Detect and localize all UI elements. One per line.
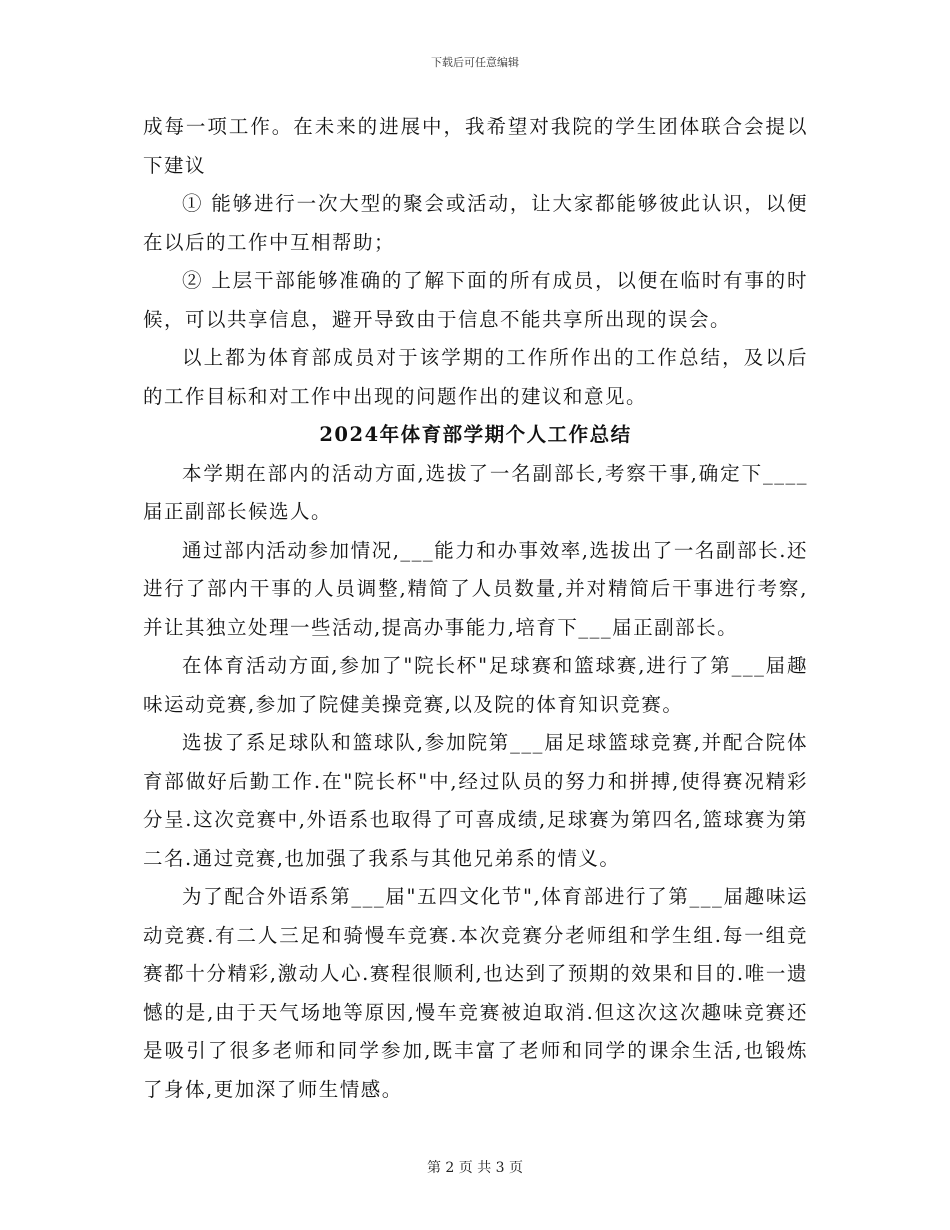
paragraph-continuation: 成每一项工作。在未来的进展中，我希望对我院的学生团体联合会提以下建议	[143, 115, 808, 177]
page-header-note: 下载后可任意编辑	[431, 56, 519, 69]
page-number: 第 2 页 共 3 页	[426, 1160, 524, 1176]
paragraph-sports-activities: 在体育活动方面,参加了"院长杯"足球赛和篮球赛,进行了第___届趣味运动竞赛,参加了院健美操竞赛,以及院的体育知识竞赛。	[143, 654, 808, 716]
summary-paragraph: 以上都为体育部成员对于该学期的工作所作出的工作总结，及以后的工作目标和对工作中出现的问题作出的建议和意见。	[143, 346, 808, 408]
suggestion-item-1: ① 能够进行一次大型的聚会或活动，让大家都能够彼此认识，以便在以后的工作中互相帮助；	[143, 192, 808, 254]
paragraph-department-activities: 本学期在部内的活动方面,选拔了一名副部长,考察干事,确定下____届正副部长候选人。	[143, 461, 808, 523]
suggestion-item-2: ② 上层干部能够准确的了解下面的所有成员，以便在临时有事的时候，可以共享信息，避开导致由于信息不能共享所出现的误会。	[143, 269, 808, 331]
document-body	[143, 108, 808, 1109]
section-title: 2024年体育部学期个人工作总结	[319, 423, 632, 446]
paragraph-culture-festival: 为了配合外语系第___届"五四文化节",体育部进行了第___届趣味运动竞赛.有二人三足和骑慢车竞赛.本次竞赛分老师组和学生组.每一组竞赛都十分精彩,激动人心.赛程很顺利,也达到了预期的效果和目的.唯一遗憾的是,由于天气场地等原因,慢车竞赛被迫取消.但这次这次趣味竞赛还是吸引了很多老师和同学参加,既丰富了老师和同学的课余生活,也锻炼了身体,更加深了师生情感。	[143, 885, 808, 1101]
paragraph-team-selection: 选拔了系足球队和篮球队,参加院第___届足球篮球竞赛,并配合院体育部做好后勤工作.在"院长杯"中,经过队员的努力和拼搏,使得赛况精彩分呈.这次竞赛中,外语系也取得了可喜成绩,足球赛为第四名,篮球赛为第二名.通过竞赛,也加强了我系与其他兄弟系的情义。	[143, 731, 808, 870]
paragraph-internal-activities: 通过部内活动参加情况,___能力和办事效率,选拔出了一名副部长.还进行了部内干事的人员调整,精简了人员数量,并对精简后干事进行考察,并让其独立处理一些活动,提高办事能力,培育下___届正副部长。	[143, 538, 808, 639]
